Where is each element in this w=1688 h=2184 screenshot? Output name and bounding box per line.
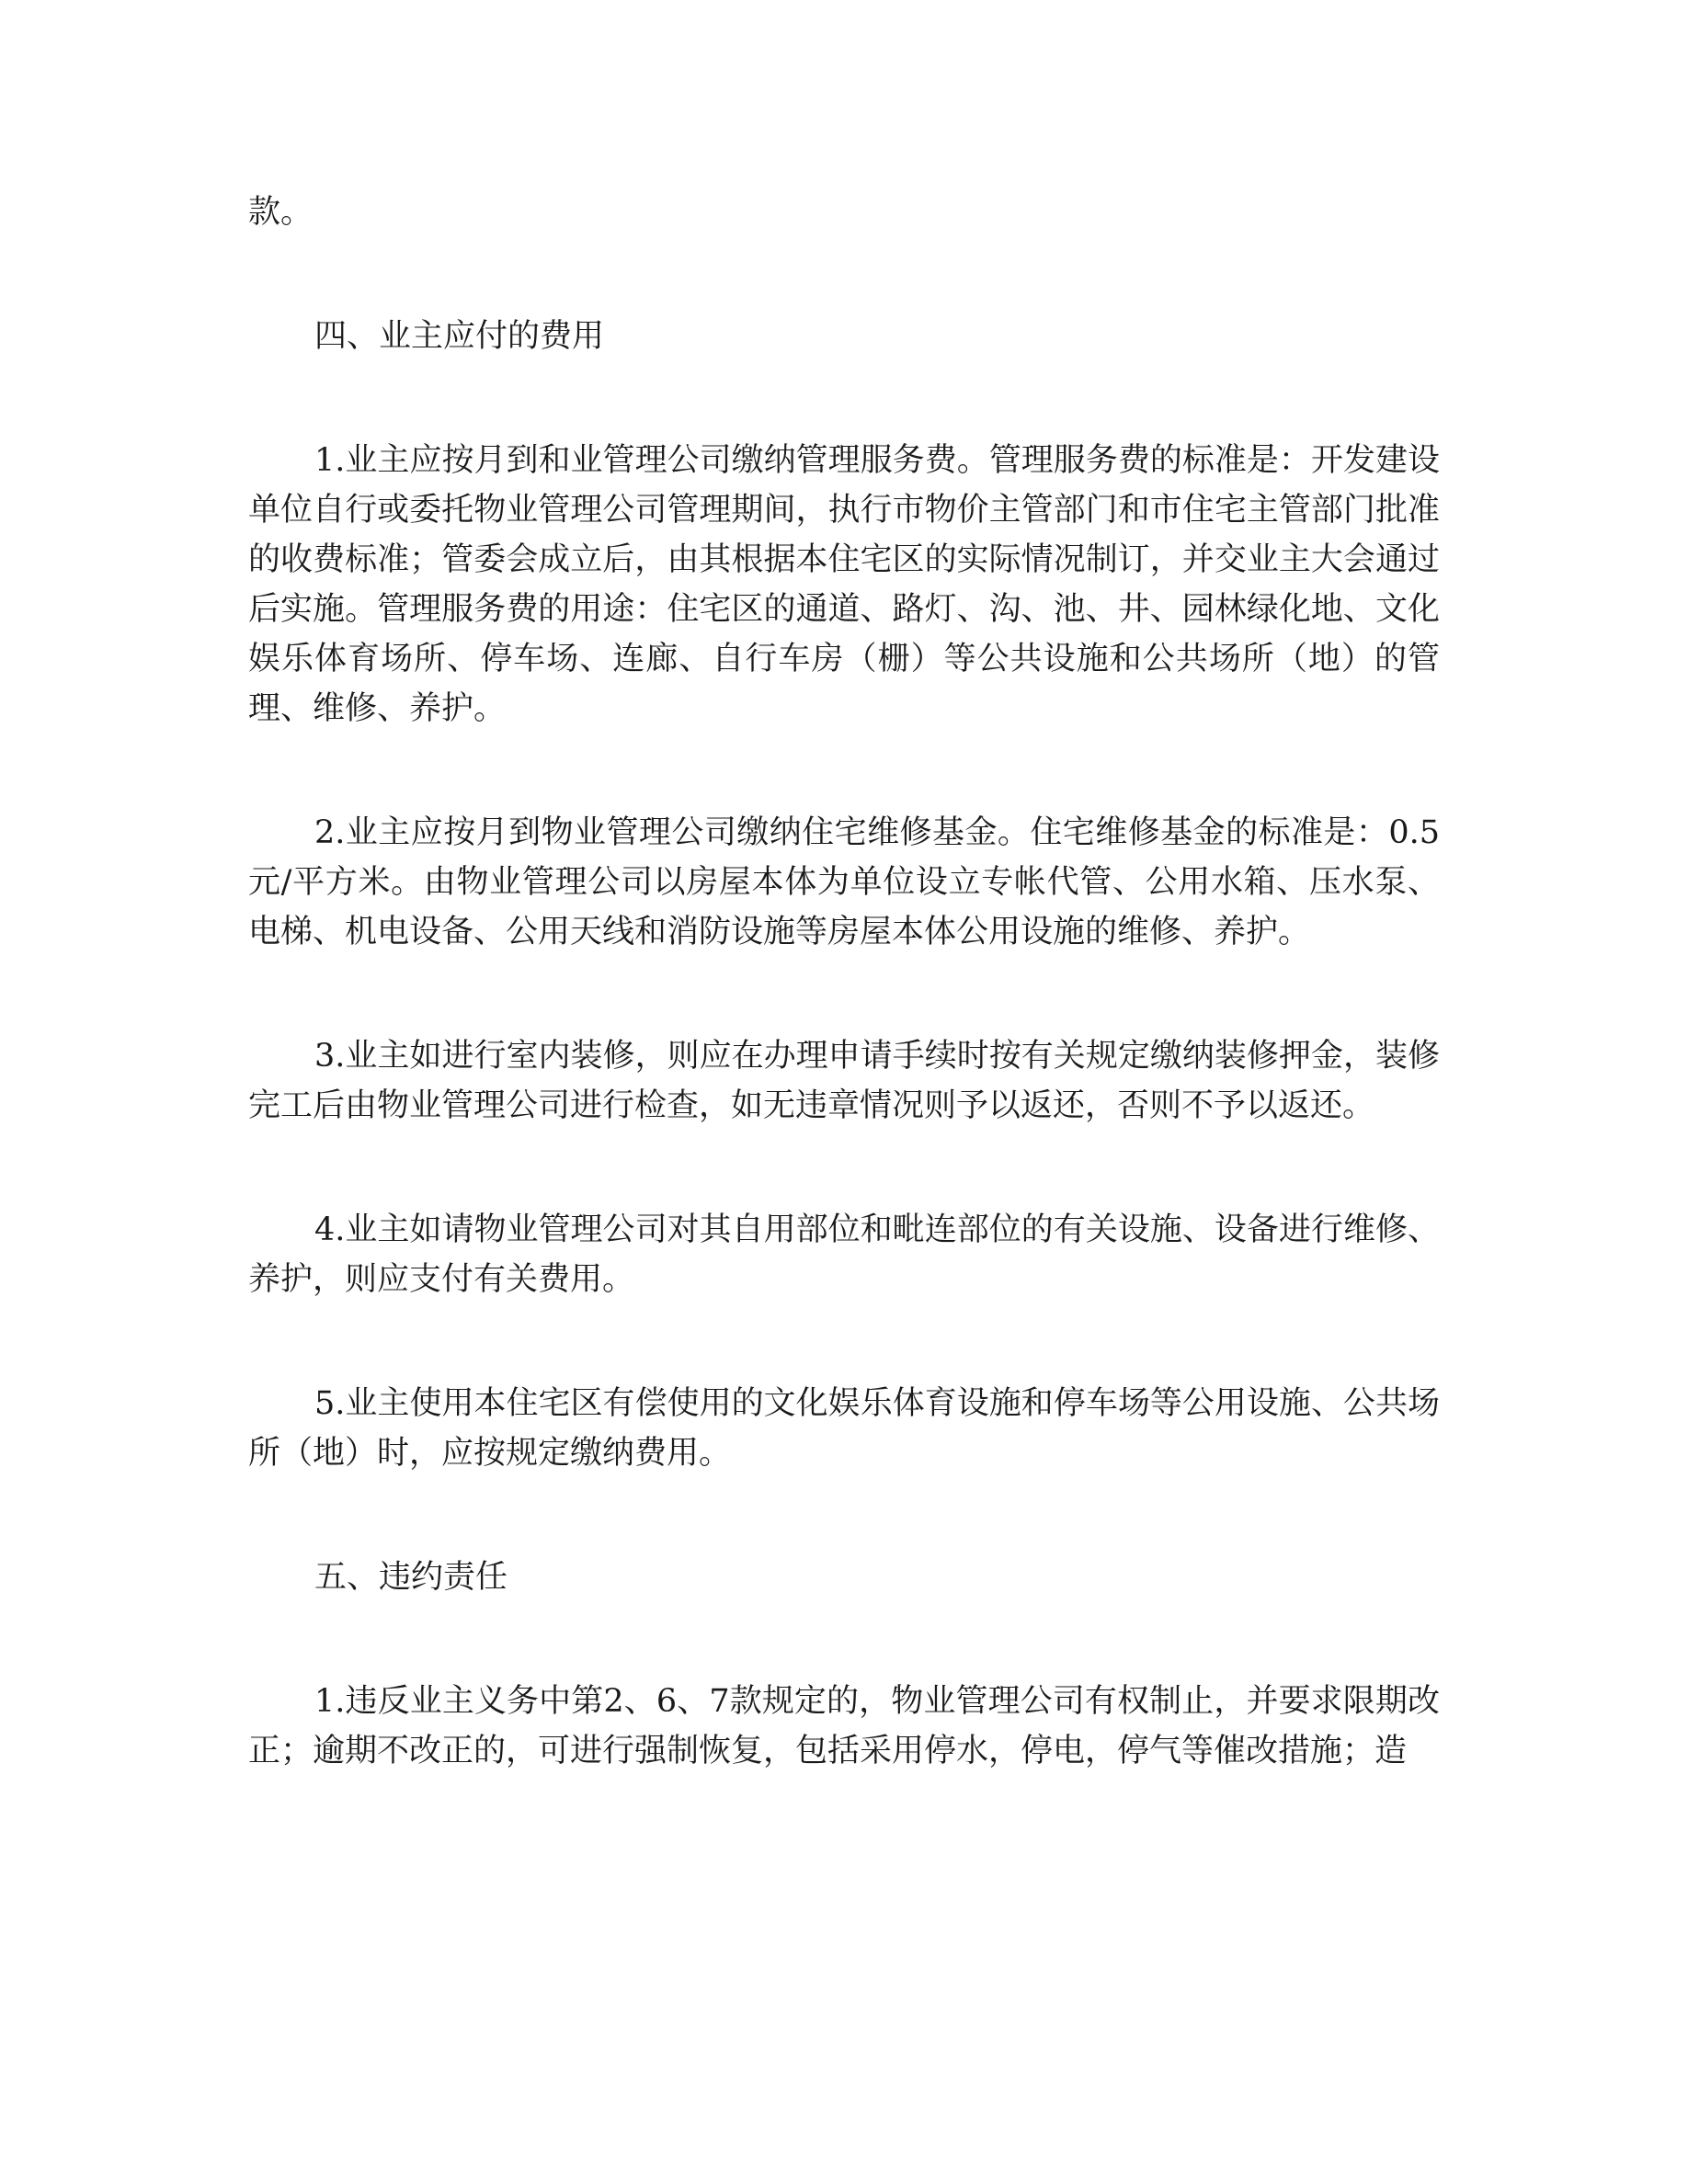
document-body	[248, 188, 1440, 1776]
section-4-item-4: 4.业主如请物业管理公司对其自用部位和毗连部位的有关设施、设备进行维修、养护，则应支付有关费用。	[248, 1211, 1440, 1298]
section-4-item-3: 3.业主如进行室内装修，则应在办理申请手续时按有关规定缴纳装修押金，装修完工后由物业管理公司进行检查，如无违章情况则予以返还，否则不予以返还。	[248, 1038, 1440, 1124]
continuation-text: 款。	[248, 194, 314, 231]
section-5-heading: 五、违约责任	[314, 1559, 508, 1596]
section-4-item-1: 1.业主应按月到和业管理公司缴纳管理服务费。管理服务费的标准是：开发建设单位自行或委托物业管理公司管理期间，执行市物价主管部门和市住宅主管部门批准的收费标准；管委会成立后，由其根据本住宅区的实际情况制订，并交业主大会通过后实施。管理服务费的用途：住宅区的通道、路灯、沟、池、井、园林绿化地、文化娱乐体育场所、停车场、连廊、自行车房（栅）等公共设施和公共场所（地）的管理、维修、养护。	[248, 442, 1440, 727]
section-4-heading: 四、业主应付的费用	[314, 318, 605, 355]
section-4-item-2: 2.业主应按月到物业管理公司缴纳住宅维修基金。住宅维修基金的标准是：0.5元/平方米。由物业管理公司以房屋本体为单位设立专帐代管、公用水箱、压水泵、电梯、机电设备、公用天线和消防设施等房屋本体公用设施的维修、养护。	[248, 814, 1440, 950]
section-5-item-1: 1.违反业主义务中第2、6、7款规定的，物业管理公司有权制止，并要求限期改正；逾期不改正的，可进行强制恢复，包括采用停水，停电，停气等催改措施；造	[248, 1683, 1440, 1769]
section-4-item-5: 5.业主使用本住宅区有偿使用的文化娱乐体育设施和停车场等公用设施、公共场所（地）时，应按规定缴纳费用。	[248, 1385, 1440, 1472]
